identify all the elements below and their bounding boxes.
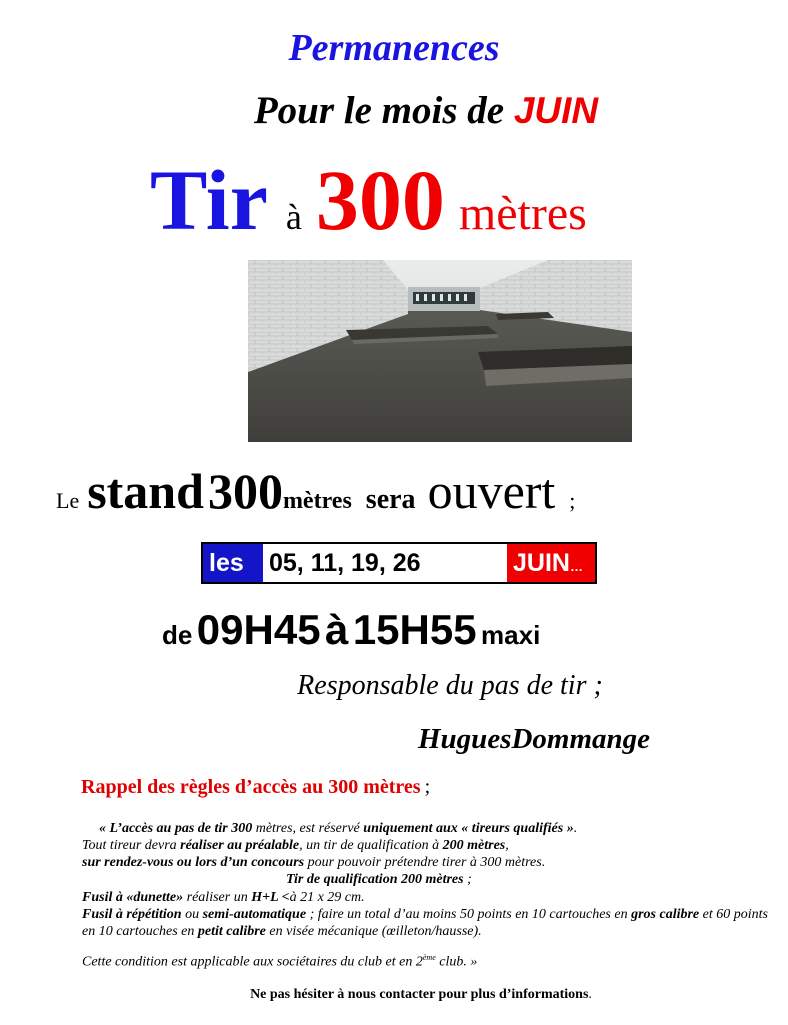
rule-line-2 — [82, 837, 509, 854]
hours-a: à — [325, 606, 349, 653]
dates-les: les — [203, 544, 263, 582]
heading-permanences: Permanences — [288, 27, 500, 69]
dates-month-name: JUIN — [513, 549, 570, 577]
month-prefix: Pour le mois de — [253, 89, 514, 132]
month-name: JUIN — [513, 90, 599, 131]
distance-unit: mètres — [458, 187, 587, 240]
opening-hours — [162, 606, 540, 654]
stand-number: 300 — [207, 463, 283, 519]
rule3-b: pour pouvoir prétendre tirer à 300 mètres. — [304, 855, 546, 870]
dates-banner — [201, 542, 597, 584]
rule3-a: sur rendez-vous ou lors d’un concours — [82, 855, 305, 870]
heading-month — [0, 88, 788, 133]
rule-line-1 — [99, 820, 577, 837]
stand-unit: mètres — [282, 488, 352, 514]
rule4-b: ; — [463, 872, 472, 887]
rule8-sup: ème — [422, 953, 436, 962]
shooting-range-photo — [248, 260, 632, 442]
rule5-c: H+L < — [251, 890, 290, 905]
rule5-a: Fusil à «dunette» — [82, 890, 184, 905]
rules-heading-semicolon: ; — [424, 776, 431, 798]
heading-tir-300 — [150, 150, 587, 250]
rule-line-8 — [82, 949, 477, 971]
rule2-e: , — [505, 838, 509, 853]
rule6-d: ; faire un total d’au moins 50 points en 10 cartouches en — [306, 907, 632, 922]
le-word: Le — [56, 488, 80, 513]
stand-open-line — [56, 462, 575, 520]
rules-heading-text: Rappel des règles d’accès au 300 mètres — [81, 776, 421, 798]
hours-start: 09H45 — [196, 606, 321, 653]
rule5-b: réaliser un — [183, 890, 252, 905]
rule2-d: 200 mètres — [442, 838, 506, 853]
rule8-a: Cette condition est applicable aux sociétaires du club et en 2 — [82, 954, 423, 970]
rule-line-5 — [82, 889, 365, 906]
rule6-b: ou — [181, 907, 203, 922]
hours-de: de — [162, 620, 193, 650]
rule8-b: club. » — [435, 954, 478, 970]
rule6-e: gros calibre — [631, 907, 700, 922]
rule5-d: à 21 x 29 cm. — [289, 890, 365, 905]
dates-month — [507, 544, 595, 582]
dates-ellipsis: … — [569, 559, 583, 574]
sera-word: sera — [365, 484, 416, 515]
rule1-b: mètres, est réservé — [252, 821, 364, 836]
open-semicolon: ; — [569, 488, 576, 513]
rule2-c: , un tir de qualification à — [299, 838, 443, 853]
rule-line-4 — [286, 871, 472, 888]
hours-maxi: maxi — [481, 620, 541, 650]
footer-dot: . — [588, 987, 592, 1002]
rule6-f: et 60 points en 10 cartouches en — [82, 907, 768, 939]
dates-days: 05, 11, 19, 26 — [263, 544, 507, 582]
rule-line-6 — [82, 906, 768, 940]
tir-word: Tir — [150, 152, 268, 248]
rule1-c: uniquement aux « tireurs qualifiés » — [363, 821, 574, 836]
rule6-h: en visée mécanique (œilleton/hausse). — [265, 924, 482, 939]
footer-text: Ne pas hésiter à nous contacter pour plus d’informations — [250, 987, 589, 1002]
footer-contact — [0, 987, 788, 1003]
rule6-a: Fusil à répétition — [82, 907, 182, 922]
a-word: à — [285, 197, 302, 237]
rule1-d: . — [573, 821, 578, 836]
rules-heading — [81, 776, 430, 799]
hours-end: 15H55 — [352, 606, 477, 653]
rule6-g: petit calibre — [197, 924, 266, 939]
rule2-a: Tout tireur devra — [82, 838, 181, 853]
distance-number: 300 — [315, 152, 445, 248]
ouvert-word: ouvert — [427, 463, 556, 519]
responsible-name: HuguesDommange — [418, 723, 651, 755]
responsible-label: Responsable du pas de tir ; — [297, 670, 603, 701]
rule-line-3 — [82, 854, 545, 871]
stand-word: stand — [87, 463, 204, 519]
rule1-a: « L’accès au pas de tir 300 — [99, 821, 253, 836]
rule4-a: Tir de qualification 200 mètres — [286, 872, 464, 887]
rule2-b: réaliser au préalable — [180, 838, 300, 853]
rule6-c: semi-automatique — [202, 907, 307, 922]
